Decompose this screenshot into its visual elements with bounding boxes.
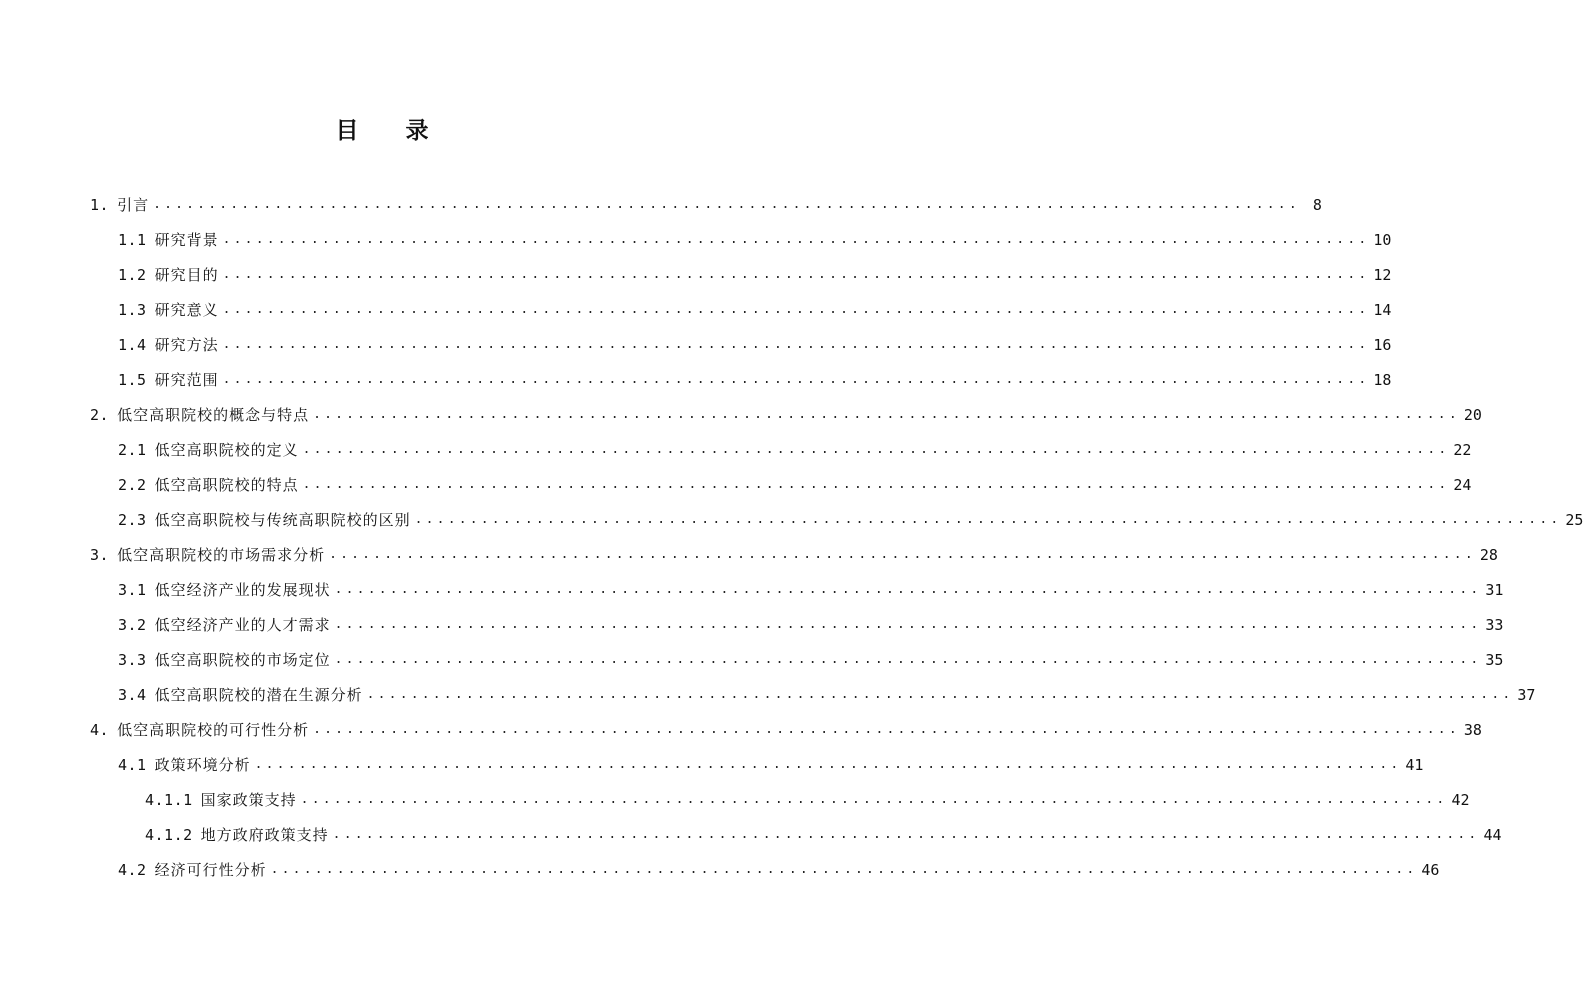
toc-leader-dots: ........................................................................................................ — [366, 687, 1514, 702]
toc-entry-number: 1.4 — [118, 336, 147, 354]
toc-entry-number: 2.1 — [118, 441, 147, 459]
title-char-2: 录 — [405, 118, 430, 144]
toc-entry-page: 24 — [1453, 476, 1472, 494]
toc-entry-page: 28 — [1479, 546, 1498, 564]
toc-entry[interactable] — [118, 855, 1440, 885]
toc-entry-page: 22 — [1453, 441, 1472, 459]
toc-entry-number: 3. — [90, 546, 110, 564]
toc-entry-title: 研究目的 — [154, 266, 219, 284]
toc-entry[interactable] — [118, 470, 1472, 500]
toc-entry-number: 3.1 — [118, 581, 147, 599]
toc-entry[interactable] — [118, 575, 1504, 605]
toc-entry-title: 低空高职院校的市场需求分析 — [117, 546, 326, 564]
toc-entry-number: 3.3 — [118, 651, 147, 669]
toc-entry-number: 3.2 — [118, 616, 147, 634]
toc-entry-number: 1.3 — [118, 301, 147, 319]
toc-entry[interactable] — [118, 365, 1392, 395]
toc-entry-page: 25 — [1565, 511, 1583, 529]
toc-entry-number: 4.2 — [118, 861, 147, 879]
toc-leader-dots: ........................................................................................................ — [302, 442, 1450, 457]
toc-entry[interactable] — [90, 715, 1482, 745]
toc-entry-page: 12 — [1373, 266, 1392, 284]
toc-entry-title: 低空高职院校的特点 — [154, 476, 299, 494]
toc-entry-number: 4. — [90, 721, 110, 739]
toc-entry[interactable] — [118, 295, 1392, 325]
toc-leader-dots: ........................................................................................................ — [300, 792, 1448, 807]
toc-entry[interactable] — [118, 750, 1424, 780]
toc-leader-dots: ........................................................................................................ — [222, 372, 1370, 387]
toc-entry-number: 4.1 — [118, 756, 147, 774]
page-title — [0, 112, 765, 145]
toc-leader-dots: ........................................................................................................ — [222, 337, 1370, 352]
toc-leader-dots: ........................................................................................................ — [270, 862, 1418, 877]
toc-leader-dots: ........................................................................................................ — [153, 197, 1300, 212]
toc-entry-number: 4.1.2 — [145, 826, 193, 844]
toc-entry-title: 低空高职院校的市场定位 — [154, 651, 331, 669]
toc-entry-page: 46 — [1421, 861, 1440, 879]
toc-entry-title: 研究范围 — [154, 371, 219, 389]
toc-entry[interactable] — [118, 505, 1583, 535]
toc-leader-dots: ........................................................................................................ — [414, 512, 1562, 527]
toc-entry-number: 3.4 — [118, 686, 147, 704]
toc-leader-dots: ........................................................................................................ — [254, 757, 1402, 772]
toc-entry-number: 1.1 — [118, 231, 147, 249]
toc-entry-title: 低空经济产业的发展现状 — [154, 581, 331, 599]
toc-leader-dots: ........................................................................................................ — [222, 232, 1370, 247]
toc-entry-title: 政策环境分析 — [154, 756, 251, 774]
toc-entry[interactable] — [118, 645, 1504, 675]
toc-entry-title: 经济可行性分析 — [154, 861, 267, 879]
toc-entry-title: 研究方法 — [154, 336, 219, 354]
toc-entry[interactable] — [90, 540, 1498, 570]
toc-entry[interactable] — [145, 785, 1470, 815]
toc-entry[interactable] — [90, 400, 1482, 430]
toc-entry-title: 低空高职院校的潜在生源分析 — [154, 686, 363, 704]
toc-entry-title: 低空高职院校的可行性分析 — [117, 721, 310, 739]
toc-entry-page: 35 — [1485, 651, 1504, 669]
toc-entry[interactable] — [145, 820, 1502, 850]
toc-entry-page: 8 — [1312, 196, 1322, 214]
toc-entry[interactable] — [118, 435, 1472, 465]
toc-entry-page: 10 — [1373, 231, 1392, 249]
toc-entry[interactable] — [90, 190, 1322, 220]
toc-entry-page: 20 — [1463, 406, 1482, 424]
toc-entry-number: 1.2 — [118, 266, 147, 284]
toc-entry[interactable] — [118, 260, 1392, 290]
toc-entry[interactable] — [118, 680, 1536, 710]
toc-leader-dots: ........................................................................................................ — [334, 582, 1482, 597]
toc-leader-dots: ........................................................................................................ — [334, 617, 1482, 632]
toc-entry-title: 研究背景 — [154, 231, 219, 249]
toc-entry-page: 42 — [1451, 791, 1470, 809]
toc-entry-number: 4.1.1 — [145, 791, 193, 809]
toc-entry-page: 18 — [1373, 371, 1392, 389]
toc-entry-page: 14 — [1373, 301, 1392, 319]
toc-entry-page: 33 — [1485, 616, 1504, 634]
toc-entry-page: 44 — [1483, 826, 1502, 844]
toc-entry[interactable] — [118, 610, 1504, 640]
toc-entry-title: 低空经济产业的人才需求 — [154, 616, 331, 634]
title-char-1: 目 — [335, 118, 360, 144]
toc-entry-title: 地方政府政策支持 — [200, 826, 329, 844]
toc-entry-page: 37 — [1517, 686, 1536, 704]
toc-leader-dots: ........................................................................................................ — [313, 407, 1460, 422]
toc-leader-dots: ........................................................................................................ — [332, 827, 1480, 842]
toc-leader-dots: ........................................................................................................ — [334, 652, 1482, 667]
toc-leader-dots: ........................................................................................................ — [329, 547, 1476, 562]
toc-leader-dots: ........................................................................................................ — [313, 722, 1460, 737]
toc-entry-number: 2. — [90, 406, 110, 424]
toc-leader-dots: ........................................................................................................ — [302, 477, 1450, 492]
toc-entry-number: 1.5 — [118, 371, 147, 389]
toc-entry-title: 低空高职院校与传统高职院校的区别 — [154, 511, 411, 529]
toc-entry[interactable] — [118, 225, 1392, 255]
toc-entry-page: 16 — [1373, 336, 1392, 354]
toc-entry[interactable] — [118, 330, 1392, 360]
toc-entry-number: 2.3 — [118, 511, 147, 529]
toc-entry-number: 1. — [90, 196, 110, 214]
toc-entry-page: 38 — [1463, 721, 1482, 739]
toc-entry-number: 2.2 — [118, 476, 147, 494]
toc-entry-title: 研究意义 — [154, 301, 219, 319]
toc-leader-dots: ........................................................................................................ — [222, 302, 1370, 317]
toc-entry-title: 引言 — [117, 196, 150, 214]
toc-entry-title: 低空高职院校的定义 — [154, 441, 299, 459]
toc-leader-dots: ........................................................................................................ — [222, 267, 1370, 282]
toc-entry-title: 国家政策支持 — [200, 791, 297, 809]
toc-entry-title: 低空高职院校的概念与特点 — [117, 406, 310, 424]
toc-entry-page: 31 — [1485, 581, 1504, 599]
toc-entry-page: 41 — [1405, 756, 1424, 774]
